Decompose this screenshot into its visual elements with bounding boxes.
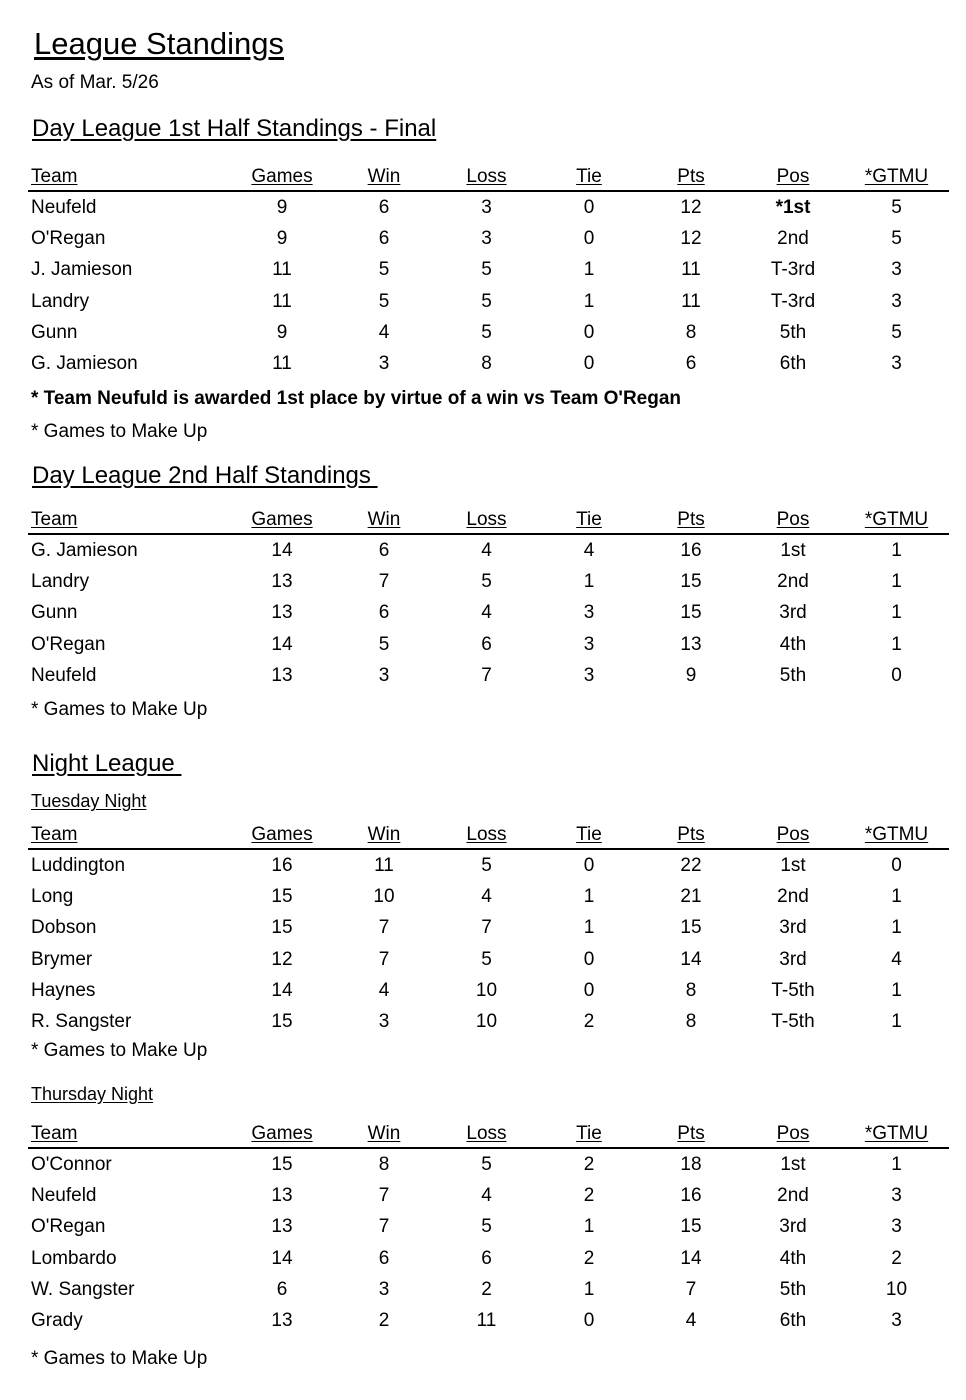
table-row (28, 1180, 949, 1211)
cell-games: 11 (272, 290, 292, 312)
cell-games: 14 (271, 633, 293, 655)
cell-tie: 0 (583, 979, 595, 1001)
cell-win: 6 (378, 1247, 390, 1269)
cell-loss: 5 (481, 854, 492, 876)
cell-games: 13 (271, 664, 293, 686)
cell-games: 16 (271, 854, 293, 876)
cell-tie: 0 (583, 353, 595, 375)
cell-pos: 2nd (777, 570, 809, 592)
thursday-night-table (28, 1117, 949, 1337)
cell-gtmu: 1 (891, 1153, 902, 1175)
cell-gtmu: 1 (891, 539, 902, 561)
column-header-win: Win (333, 818, 435, 849)
cell-games: 14 (271, 539, 293, 561)
cell-pos: 5th (779, 321, 807, 343)
column-header-gtmu: *GTMU (844, 160, 949, 191)
cell-gtmu: 0 (891, 854, 902, 876)
cell-gtmu: 3 (891, 1184, 902, 1206)
cell-games: 13 (271, 1184, 293, 1206)
cell-loss: 5 (481, 321, 492, 343)
table-row (28, 223, 949, 254)
column-header-games: Games (231, 503, 333, 534)
cell-pos: T-3rd (770, 290, 816, 312)
cell-pts: 14 (680, 948, 702, 970)
cell-games: 6 (276, 1278, 288, 1300)
cell-pos: 2nd (777, 885, 809, 907)
cell-games: 13 (271, 1310, 293, 1332)
cell-win: 7 (378, 1216, 390, 1238)
cell-pos: 4th (779, 1247, 807, 1269)
column-header-loss: Loss (435, 818, 538, 849)
cell-loss: 10 (475, 979, 498, 1001)
cell-tie: 2 (583, 1011, 595, 1033)
cell-team: Grady (31, 1310, 83, 1332)
cell-tie: 1 (583, 885, 595, 907)
cell-gtmu: 0 (891, 664, 902, 686)
cell-pts: 12 (680, 196, 702, 218)
table-row (28, 975, 949, 1006)
cell-pos: 1st (780, 854, 806, 876)
cell-team: Neufeld (31, 664, 97, 686)
cell-pts: 15 (680, 917, 702, 939)
cell-tie: 0 (583, 227, 595, 249)
column-header-win: Win (333, 160, 435, 191)
column-header-pos: Pos (742, 818, 844, 849)
cell-gtmu: 3 (891, 259, 902, 281)
cell-team: Haynes (31, 979, 96, 1001)
cell-pts: 15 (680, 602, 702, 624)
table-row (28, 348, 949, 379)
cell-pts: 4 (685, 1310, 697, 1332)
cell-gtmu: 2 (891, 1247, 902, 1269)
table-header-row (28, 1117, 949, 1148)
cell-loss: 4 (481, 885, 492, 907)
page-title: League Standings (34, 26, 284, 61)
cell-pos: 3rd (779, 948, 807, 970)
cell-pts: 16 (680, 539, 702, 561)
cell-loss: 10 (475, 1011, 498, 1033)
table-row (28, 849, 949, 881)
table-row (28, 598, 949, 629)
column-header-win: Win (333, 1117, 435, 1148)
night-league-heading: Night League (32, 750, 182, 777)
column-header-win: Win (333, 503, 435, 534)
cell-win: 5 (378, 259, 390, 281)
cell-tie: 2 (583, 1247, 595, 1269)
table-header-row (28, 503, 949, 534)
cell-pts: 11 (681, 290, 701, 312)
cell-win: 5 (378, 633, 390, 655)
cell-games: 9 (276, 227, 288, 249)
table-row (28, 1305, 949, 1336)
cell-pos: 2nd (777, 1184, 809, 1206)
cell-tie: 4 (583, 539, 595, 561)
cell-gtmu: 3 (891, 353, 902, 375)
cell-games: 15 (271, 1011, 293, 1033)
table-row (28, 881, 949, 912)
cell-loss: 3 (481, 196, 492, 218)
cell-pts: 15 (680, 1216, 702, 1238)
cell-pts: 22 (680, 854, 702, 876)
cell-team: O'Regan (31, 227, 106, 249)
day-second-half-table (28, 503, 949, 691)
cell-games: 9 (276, 196, 288, 218)
cell-tie: 0 (583, 321, 595, 343)
cell-pos: 1st (780, 1153, 806, 1175)
games-to-make-up-note: * Games to Make Up (31, 1348, 208, 1369)
cell-games: 13 (271, 570, 293, 592)
cell-gtmu: 3 (891, 1216, 902, 1238)
cell-win: 3 (378, 353, 390, 375)
cell-win: 3 (378, 664, 390, 686)
cell-loss: 7 (481, 917, 492, 939)
cell-team: Luddington (31, 854, 126, 876)
cell-pts: 14 (680, 1247, 702, 1269)
cell-tie: 0 (583, 948, 595, 970)
cell-pts: 8 (685, 321, 697, 343)
cell-gtmu: 1 (891, 917, 902, 939)
cell-loss: 7 (481, 664, 492, 686)
cell-tie: 0 (583, 196, 595, 218)
column-header-gtmu: *GTMU (844, 818, 949, 849)
cell-gtmu: 1 (891, 885, 902, 907)
cell-pts: 6 (685, 353, 697, 375)
column-header-pts: Pts (640, 503, 742, 534)
cell-pos: 4th (779, 633, 807, 655)
cell-pos: T-5th (771, 1011, 815, 1033)
cell-team: Neufeld (31, 1184, 97, 1206)
cell-games: 13 (271, 1216, 293, 1238)
cell-tie: 0 (583, 854, 595, 876)
cell-pts: 15 (680, 570, 702, 592)
cell-pos: 5th (779, 1278, 807, 1300)
cell-gtmu: 5 (891, 227, 902, 249)
cell-pos: 3rd (779, 602, 807, 624)
cell-pos: 1st (780, 539, 806, 561)
table-row (28, 660, 949, 691)
cell-win: 6 (378, 602, 390, 624)
cell-team: O'Regan (31, 1216, 106, 1238)
cell-loss: 4 (481, 602, 492, 624)
cell-tie: 1 (583, 917, 595, 939)
cell-pos: 6th (779, 353, 807, 375)
cell-games: 9 (276, 321, 288, 343)
cell-tie: 3 (583, 602, 595, 624)
cell-pts: 16 (680, 1184, 702, 1206)
cell-win: 6 (378, 539, 390, 561)
cell-games: 15 (271, 885, 293, 907)
table-row (28, 534, 949, 566)
cell-tie: 1 (583, 1216, 595, 1238)
cell-pos: 2nd (777, 227, 809, 249)
games-to-make-up-note: * Games to Make Up (31, 421, 208, 442)
table-row (28, 1212, 949, 1243)
cell-win: 7 (378, 948, 390, 970)
cell-win: 8 (378, 1153, 390, 1175)
games-to-make-up-note: * Games to Make Up (31, 699, 208, 720)
cell-win: 5 (378, 290, 390, 312)
cell-team: O'Connor (31, 1153, 112, 1175)
column-header-tie: Tie (538, 160, 640, 191)
cell-gtmu: 1 (891, 570, 902, 592)
tiebreak-note: * Team Neufuld is awarded 1st place by virtue of a win vs Team O'Regan (31, 388, 682, 409)
cell-games: 15 (271, 917, 293, 939)
cell-win: 7 (378, 570, 390, 592)
cell-team: Neufeld (31, 196, 97, 218)
cell-games: 11 (272, 259, 292, 281)
cell-loss: 2 (481, 1278, 492, 1300)
column-header-loss: Loss (435, 503, 538, 534)
column-header-pts: Pts (640, 1117, 742, 1148)
column-header-games: Games (231, 1117, 333, 1148)
cell-loss: 5 (481, 1153, 492, 1175)
cell-team: G. Jamieson (31, 539, 138, 561)
cell-win: 7 (378, 917, 390, 939)
thursday-night-heading: Thursday Night (31, 1084, 154, 1104)
cell-games: 12 (271, 948, 293, 970)
table-header-row (28, 160, 949, 191)
cell-pos: T-5th (771, 979, 815, 1001)
cell-loss: 5 (481, 290, 492, 312)
cell-tie: 1 (583, 259, 595, 281)
cell-pts: 7 (685, 1278, 697, 1300)
table-row (28, 913, 949, 944)
day-second-half-heading: Day League 2nd Half Standings (32, 462, 378, 489)
column-header-tie: Tie (538, 818, 640, 849)
cell-win: 6 (378, 227, 390, 249)
cell-pos: 3rd (779, 1216, 807, 1238)
cell-tie: 1 (583, 290, 595, 312)
cell-pos: 3rd (779, 917, 807, 939)
cell-win: 2 (378, 1310, 390, 1332)
cell-pos: 5th (779, 664, 807, 686)
cell-gtmu: 3 (891, 290, 902, 312)
cell-win: 4 (378, 321, 390, 343)
column-header-loss: Loss (435, 1117, 538, 1148)
cell-pts: 13 (680, 633, 702, 655)
cell-loss: 5 (481, 948, 492, 970)
cell-pts: 21 (680, 885, 702, 907)
cell-gtmu: 5 (891, 321, 902, 343)
column-header-tie: Tie (538, 1117, 640, 1148)
column-header-team: Team (28, 1117, 231, 1148)
cell-games: 14 (271, 979, 293, 1001)
games-to-make-up-note: * Games to Make Up (31, 1040, 208, 1061)
column-header-games: Games (231, 160, 333, 191)
day-first-half-heading: Day League 1st Half Standings - Final (32, 115, 437, 142)
cell-gtmu: 1 (891, 979, 902, 1001)
cell-loss: 3 (481, 227, 492, 249)
table-row (28, 191, 949, 223)
cell-pts: 8 (685, 1011, 697, 1033)
cell-gtmu: 1 (891, 1011, 902, 1033)
cell-team: Landry (31, 290, 90, 312)
column-header-team: Team (28, 503, 231, 534)
cell-pos: *1st (775, 196, 811, 218)
column-header-gtmu: *GTMU (844, 503, 949, 534)
cell-loss: 4 (481, 1184, 492, 1206)
column-header-team: Team (28, 818, 231, 849)
cell-pos: T-3rd (770, 259, 816, 281)
column-header-pts: Pts (640, 160, 742, 191)
cell-team: Gunn (31, 321, 78, 343)
cell-team: Dobson (31, 917, 97, 939)
cell-team: Gunn (31, 602, 78, 624)
cell-loss: 8 (481, 353, 492, 375)
cell-win: 4 (378, 979, 390, 1001)
table-row (28, 629, 949, 660)
cell-pts: 12 (680, 227, 702, 249)
cell-loss: 5 (481, 570, 492, 592)
table-row (28, 255, 949, 286)
cell-team: O'Regan (31, 633, 106, 655)
cell-win: 3 (378, 1011, 390, 1033)
table-row (28, 566, 949, 597)
cell-win: 6 (378, 196, 390, 218)
cell-win: 7 (378, 1184, 390, 1206)
cell-gtmu: 1 (891, 602, 902, 624)
cell-loss: 6 (481, 1247, 492, 1269)
cell-gtmu: 3 (891, 1310, 902, 1332)
cell-tie: 2 (583, 1184, 595, 1206)
column-header-pos: Pos (742, 1117, 844, 1148)
cell-pts: 18 (680, 1153, 702, 1175)
cell-loss: 4 (481, 539, 492, 561)
table-row (28, 1006, 949, 1037)
table-row (28, 944, 949, 975)
cell-gtmu: 10 (885, 1278, 908, 1300)
cell-team: Long (31, 885, 74, 907)
table-row (28, 317, 949, 348)
cell-pts: 8 (685, 979, 697, 1001)
cell-pts: 11 (681, 259, 701, 281)
cell-tie: 1 (583, 1278, 595, 1300)
column-header-pos: Pos (742, 503, 844, 534)
table-row (28, 286, 949, 317)
table-row (28, 1243, 949, 1274)
cell-loss: 6 (481, 633, 492, 655)
cell-team: Landry (31, 570, 90, 592)
cell-win: 3 (378, 1278, 390, 1300)
cell-win: 11 (374, 854, 394, 876)
cell-tie: 1 (583, 570, 595, 592)
column-header-tie: Tie (538, 503, 640, 534)
cell-team: G. Jamieson (31, 353, 138, 375)
cell-gtmu: 4 (891, 948, 902, 970)
table-header-row (28, 818, 949, 849)
column-header-team: Team (28, 160, 231, 191)
cell-games: 14 (271, 1247, 293, 1269)
cell-loss: 11 (476, 1310, 497, 1332)
cell-tie: 2 (583, 1153, 595, 1175)
tuesday-night-heading: Tuesday Night (31, 791, 147, 811)
cell-tie: 3 (583, 633, 595, 655)
cell-win: 10 (373, 885, 395, 907)
cell-team: Brymer (31, 948, 93, 970)
cell-team: W. Sangster (31, 1278, 135, 1300)
cell-games: 11 (272, 353, 292, 375)
cell-loss: 5 (481, 259, 492, 281)
cell-team: J. Jamieson (31, 259, 133, 281)
cell-pos: 6th (779, 1310, 807, 1332)
column-header-pts: Pts (640, 818, 742, 849)
day-first-half-table (28, 160, 949, 380)
column-header-pos: Pos (742, 160, 844, 191)
cell-games: 15 (271, 1153, 293, 1175)
cell-pts: 9 (685, 664, 697, 686)
column-header-loss: Loss (435, 160, 538, 191)
as-of-date: As of Mar. 5/26 (31, 72, 159, 93)
cell-loss: 5 (481, 1216, 492, 1238)
cell-team: R. Sangster (31, 1011, 132, 1033)
cell-games: 13 (271, 602, 293, 624)
cell-gtmu: 1 (891, 633, 902, 655)
cell-gtmu: 5 (891, 196, 902, 218)
table-row (28, 1148, 949, 1180)
table-row (28, 1274, 949, 1305)
cell-tie: 3 (583, 664, 595, 686)
column-header-games: Games (231, 818, 333, 849)
tuesday-night-table (28, 818, 949, 1038)
cell-tie: 0 (583, 1310, 595, 1332)
cell-team: Lombardo (31, 1247, 117, 1269)
column-header-gtmu: *GTMU (844, 1117, 949, 1148)
